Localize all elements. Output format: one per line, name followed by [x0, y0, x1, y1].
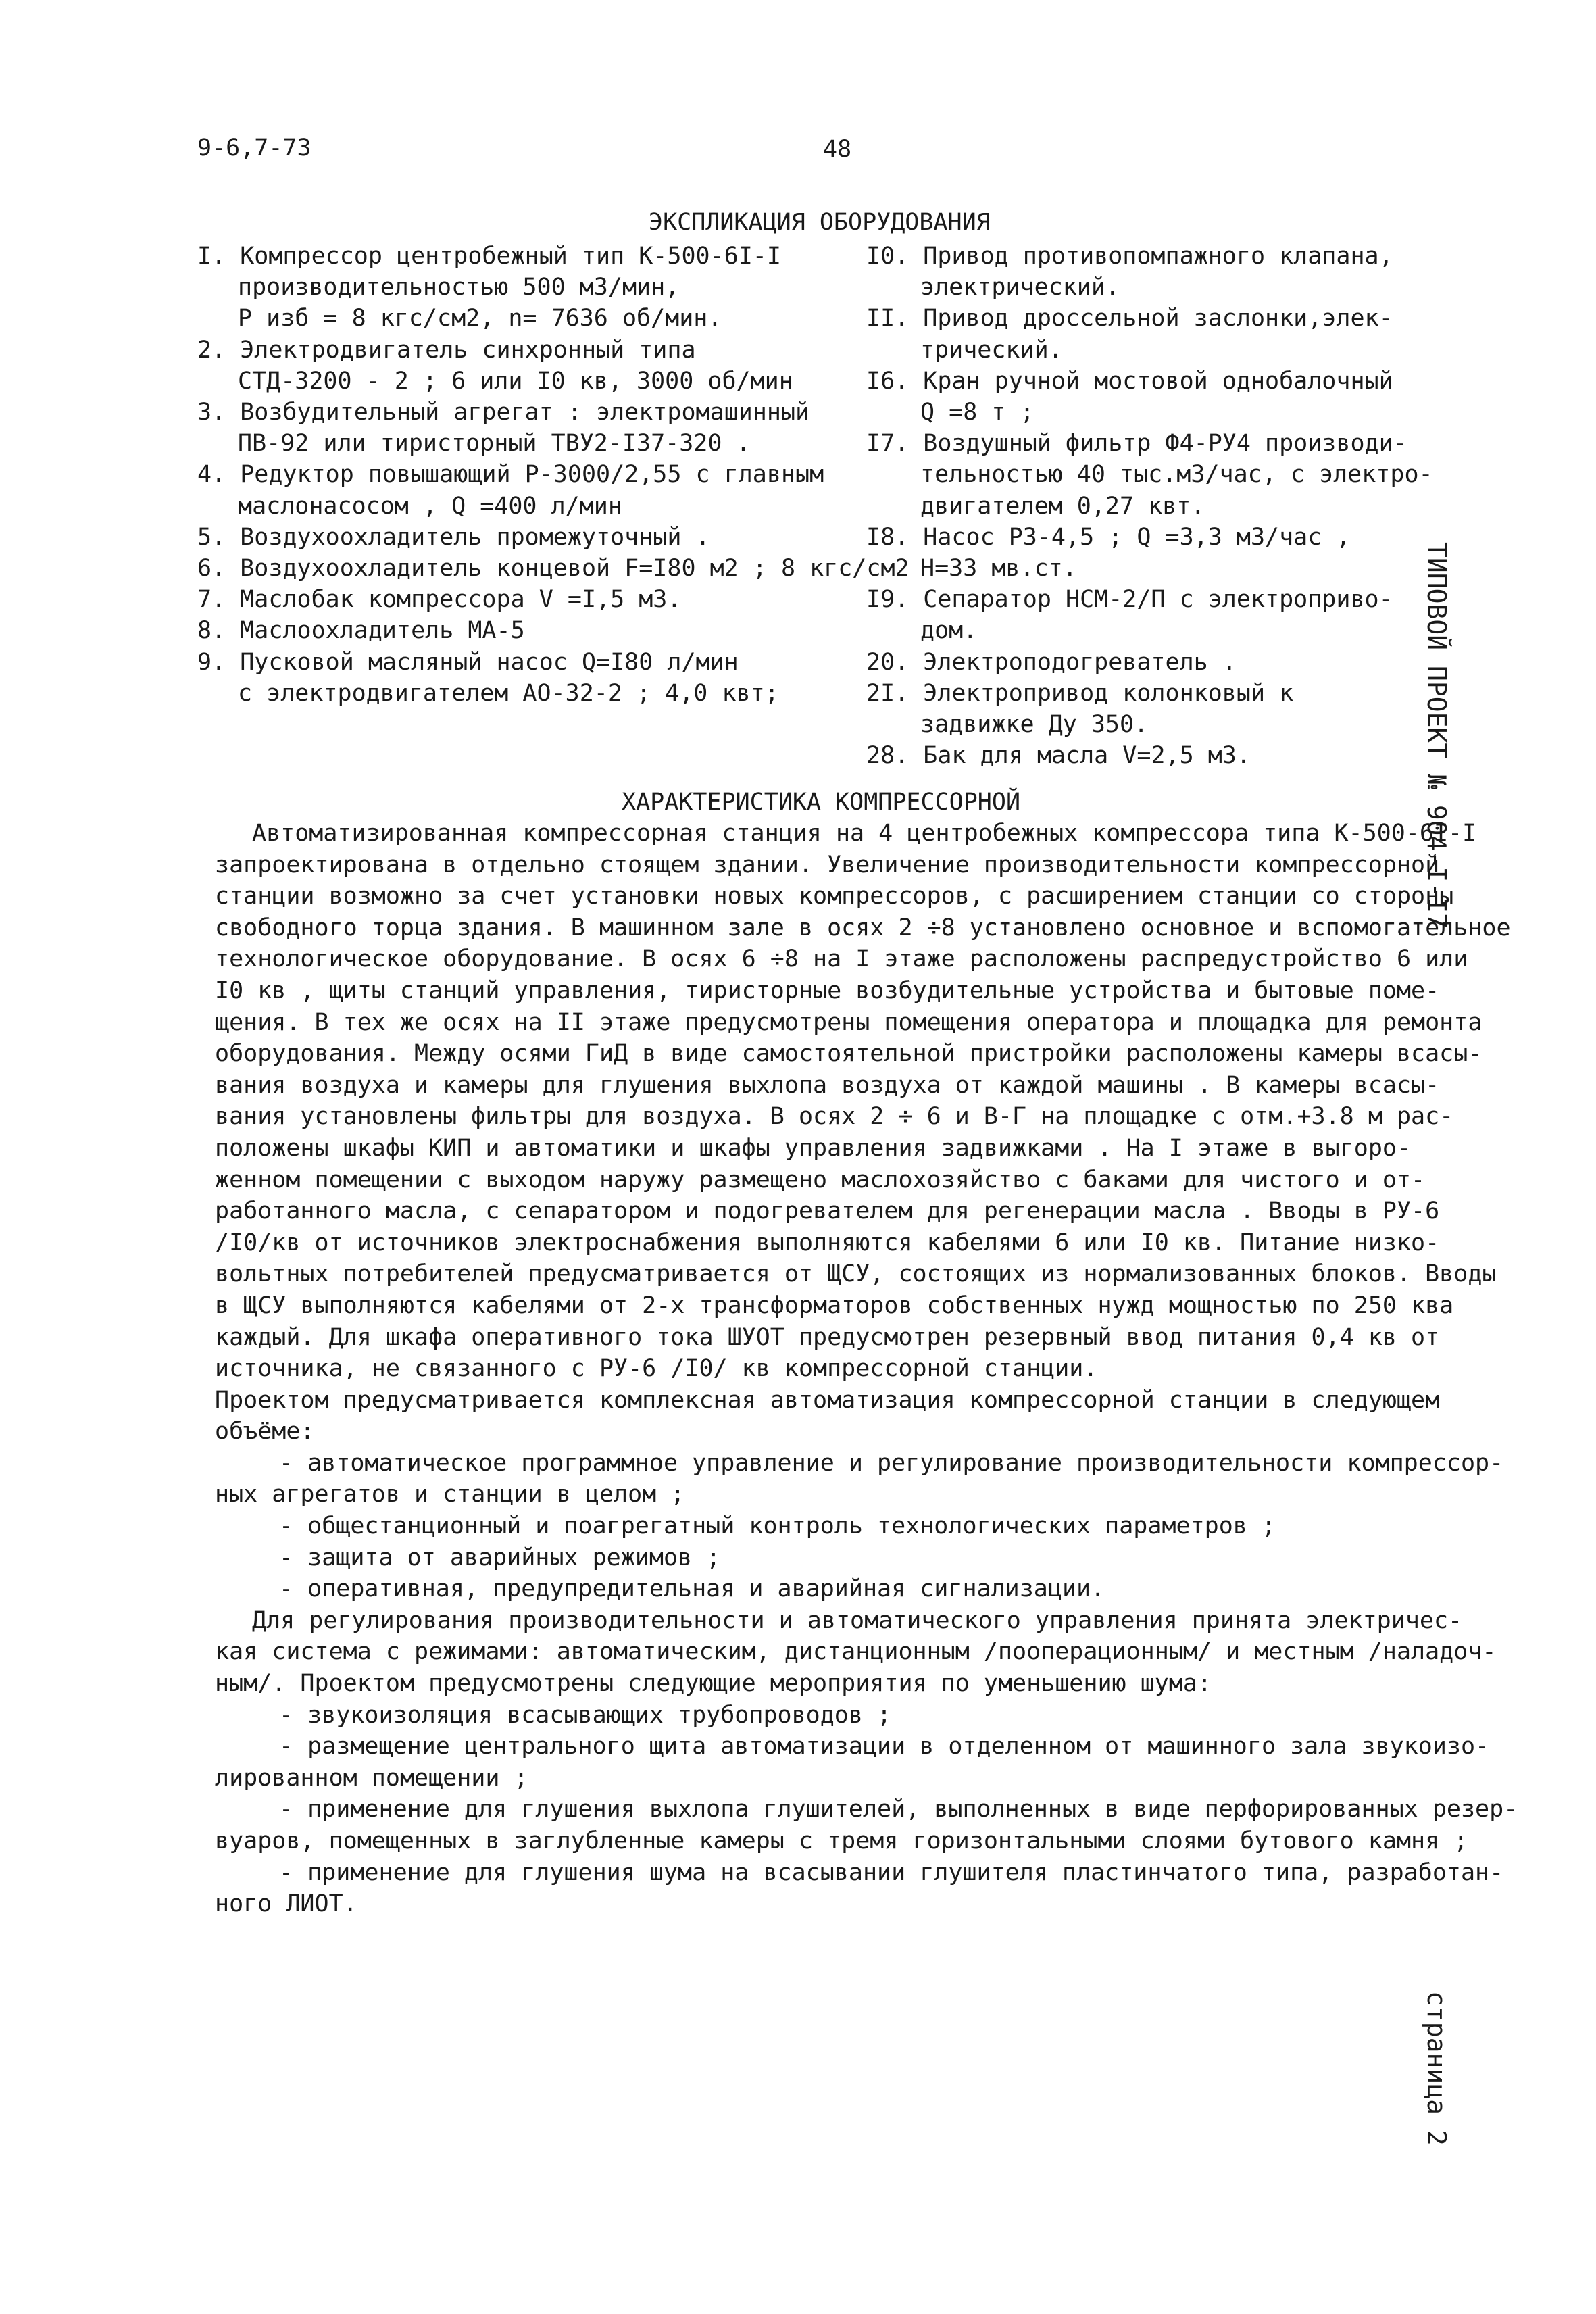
list-item: 2I. Электропривод колонковый к: [866, 679, 1294, 707]
text-line: Автоматизированная компрессорная станция на 4 центробежных компрессора типа К-500-6I-I: [252, 820, 1477, 847]
text-line: каждый. Для шкафа оперативного тока ШУОТ предусмотрен резервный ввод питания 0,4 кв от: [215, 1323, 1440, 1351]
list-item: 8. Маслоохладитель МА-5: [197, 617, 525, 645]
text-line: объёме:: [215, 1418, 315, 1446]
text-line: вания установлены фильтры для воздуха. В осях 2 ÷ 6 и В-Г на площадке с отм.+3.8 м рас-: [215, 1103, 1454, 1131]
list-item: дом.: [920, 617, 978, 645]
text-line: - общестанционный и поагрегатный контроль технологических параметров ;: [279, 1512, 1276, 1540]
text-line: женном помещении с выходом наружу размещено маслохозяйство с баками для чистого и от-: [215, 1166, 1426, 1193]
text-line: - размещение центрального щита автоматизации в отделенном от машинного зала звукоизо-: [279, 1733, 1490, 1761]
text-line: в ЩСУ выполняются кабелями от 2-х трансформаторов собственных нужд мощностью по 250 ква: [215, 1291, 1454, 1319]
list-item: 28. Бак для масла V=2,5 м3.: [866, 742, 1251, 770]
list-item: I8. Насос РЗ-4,5 ; Q =3,3 м3/час ,: [866, 523, 1351, 551]
list-item: тельностью 40 тыс.м3/час, с электро-: [920, 461, 1433, 489]
text-line: технологическое оборудование. В осях 6 ÷8 на I этаже расположены распредустройство 6 или: [215, 945, 1468, 973]
list-item: задвижке Ду 350.: [920, 711, 1149, 739]
text-line: кая система с режимами: автоматическим, дистанционным /пооперационным/ и местным /наладоч-: [215, 1638, 1497, 1666]
document-code: 9-6,7-73: [197, 134, 311, 162]
list-item: Р изб = 8 кгс/см2, n= 7636 об/мин.: [238, 305, 722, 333]
text-line: Для регулирования производительности и автоматического управления принята электричес-: [252, 1606, 1463, 1634]
list-item: 2. Электродвигатель синхронный типа: [197, 336, 696, 364]
text-line: источника, не связанного с РУ-6 /I0/ кв компрессорной станции.: [215, 1355, 1098, 1383]
sheet-label: страница 2: [1422, 1991, 1451, 2146]
text-line: - применение для глушения выхлопа глушителей, выполненных в виде перфорированных резер-: [279, 1796, 1518, 1823]
text-line: ного ЛИОТ.: [215, 1890, 357, 1918]
text-line: вольтных потребителей предусматривается от ЩСУ, состоящих из нормализованных блоков. Вводы: [215, 1260, 1497, 1288]
list-item: 6. Воздухоохладитель концевой F=I80 м2 ; 8 кгс/см2: [197, 555, 909, 583]
list-item: Q =8 т ;: [920, 399, 1034, 426]
list-item: 3. Возбудительный агрегат : электромашинный: [197, 399, 810, 426]
characteristics-text: [215, 818, 1518, 1920]
text-line: щения. В тех же осях на II этаже предусмотрены помещения оператора и площадка для ремонта: [215, 1008, 1482, 1036]
text-line: свободного торца здания. В машинном зале в осях 2 ÷8 установлено основное и вспомогательное: [215, 914, 1511, 941]
list-item: двигателем 0,27 квт.: [920, 492, 1205, 520]
text-line: - защита от аварийных режимов ;: [279, 1544, 721, 1571]
list-item: трический.: [920, 336, 1063, 364]
list-item: 9. Пусковой масляный насос Q=I80 л/мин: [197, 648, 739, 676]
text-line: ным/. Проектом предусмотрены следующие мероприятия по уменьшению шума:: [215, 1670, 1212, 1698]
list-item: II. Привод дроссельной заслонки,элек-: [866, 305, 1393, 333]
list-item: I6. Кран ручной мостовой однобалочный: [866, 367, 1393, 395]
text-line: запроектирована в отдельно стоящем здании. Увеличение производительности компрессорной: [215, 851, 1440, 879]
text-line: - автоматическое программное управление и регулирование производительности компрессор-: [279, 1449, 1504, 1477]
list-item: I. Компрессор центробежный тип К-500-6I-I: [197, 243, 781, 270]
text-line: ных агрегатов и станции в целом ;: [215, 1481, 685, 1508]
equipment-list-left: [197, 241, 909, 709]
text-line: работанного масла, с сепаратором и подогревателем для регенерации масла . Вводы в РУ-6: [215, 1198, 1440, 1225]
text-line: - применение для глушения шума на всасывании глушителя пластинчатого типа, разработан-: [279, 1858, 1504, 1886]
text-line: I0 кв , щиты станций управления, тиристорные возбудительные устройства и бытовые поме-: [215, 977, 1440, 1004]
characteristics-title: ХАРАКТЕРИСТИКА КОМПРЕССОРНОЙ: [622, 789, 1021, 816]
list-item: I9. Сепаратор НСМ-2/П с электроприво-: [866, 586, 1393, 614]
list-item: ПВ-92 или тиристорный ТВУ2-I37-320 .: [238, 430, 751, 458]
text-line: Проектом предусматривается комплексная автоматизация компрессорной станции в следующем: [215, 1386, 1440, 1414]
list-item: СТД-3200 - 2 ; 6 или I0 кв, 3000 об/мин: [238, 367, 793, 395]
list-item: электрический.: [920, 274, 1120, 301]
equipment-list-right: [866, 241, 1433, 771]
list-item: 20. Электроподогреватель .: [866, 648, 1237, 676]
text-line: лированном помещении ;: [215, 1764, 528, 1792]
list-item: I0. Привод противопомпажного клапана,: [866, 243, 1393, 270]
text-line: /I0/кв от источников электроснабжения выполняются кабелями 6 или I0 кв. Питание низко-: [215, 1229, 1440, 1256]
text-line: станции возможно за счет установки новых компрессоров, с расширением станции со стороны: [215, 883, 1454, 910]
text-line: положены шкафы КИП и автоматики и шкафы управления задвижками . На I этаже в выгоро-: [215, 1134, 1412, 1162]
page-number: 48: [823, 136, 852, 163]
text-line: вания воздуха и камеры для глушения выхлопа воздуха от каждой машины . В камеры всасы-: [215, 1071, 1440, 1099]
project-stamp: ТИПОВОЙ ПРОЕКТ № 904-I-I7: [1422, 542, 1451, 929]
text-line: - звукоизоляция всасывающих трубопроводов ;: [279, 1701, 892, 1729]
text-line: оборудования. Между осями ГиД в виде самостоятельной пристройки расположены камеры всасы-: [215, 1040, 1482, 1068]
text-line: - оперативная, предупредительная и аварийная сигнализации.: [279, 1575, 1105, 1603]
text-line: вуаров, помещенных в заглубленные камеры с тремя горизонтальными слоями бутового камня ;: [215, 1827, 1468, 1854]
list-item: Н=33 мв.ст.: [920, 555, 1077, 583]
explication-title: ЭКСПЛИКАЦИЯ ОБОРУДОВАНИЯ: [649, 209, 991, 236]
list-item: I7. Воздушный фильтр Ф4-РУ4 производи-: [866, 430, 1407, 458]
list-item: производительностью 500 м3/мин,: [238, 274, 680, 301]
list-item: 5. Воздухоохладитель промежуточный .: [197, 523, 710, 551]
list-item: маслонасосом , Q =400 л/мин: [238, 492, 622, 520]
list-item: с электродвигателем АО-32-2 ; 4,0 квт;: [238, 679, 779, 707]
list-item: 4. Редуктор повышающий Р-3000/2,55 с главным: [197, 461, 824, 489]
list-item: 7. Маслобак компрессора V =I,5 м3.: [197, 586, 682, 614]
